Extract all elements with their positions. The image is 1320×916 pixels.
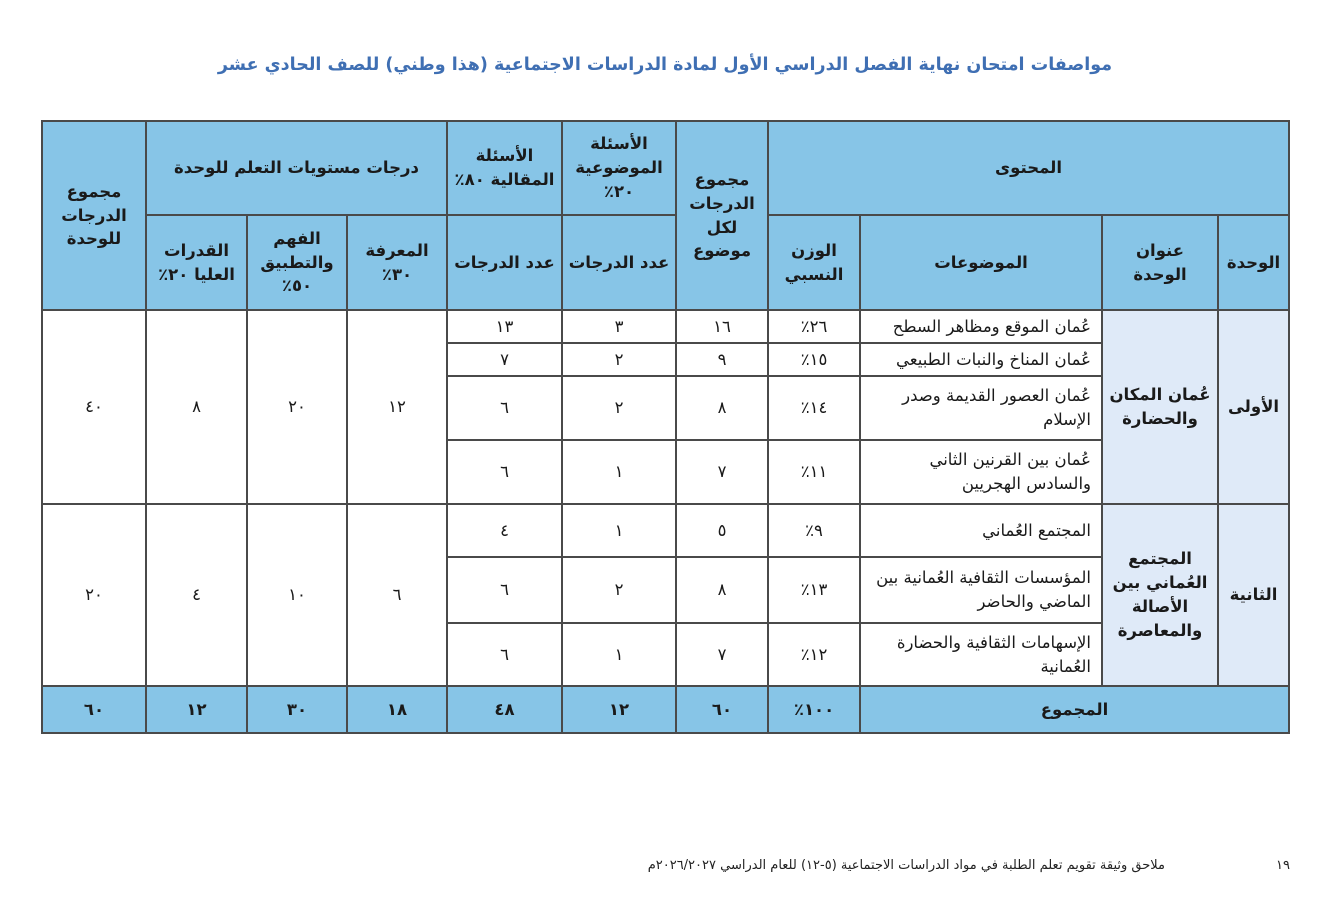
unit-name: الثانية — [1218, 504, 1289, 686]
topic-essay: ٦ — [447, 623, 562, 686]
unit-title: عُمان المكان والحضارة — [1102, 310, 1218, 504]
header-objective: الأسئلة الموضوعية ٢٠٪ — [562, 121, 676, 215]
topic-weight: ٢٦٪ — [768, 310, 860, 343]
header-understanding: الفهم والتطبيق ٥٠٪ — [247, 215, 347, 310]
topic-essay: ١٣ — [447, 310, 562, 343]
topic-name: المجتمع العُماني — [860, 504, 1102, 557]
topic-name: عُمان المناخ والنبات الطبيعي — [860, 343, 1102, 376]
topic-weight: ١٥٪ — [768, 343, 860, 376]
topic-essay: ٦ — [447, 557, 562, 623]
header-topic-total: مجموع الدرجات لكل موضوع — [676, 121, 768, 310]
topic-essay: ٦ — [447, 440, 562, 504]
totals-essay: ٤٨ — [447, 686, 562, 733]
topic-total: ٩ — [676, 343, 768, 376]
topic-total: ٨ — [676, 376, 768, 440]
unit-higher: ٨ — [146, 310, 247, 504]
topic-weight: ١٤٪ — [768, 376, 860, 440]
footer-text: ملاحق وثيقة تقويم تعلم الطلبة في مواد الدراسات الاجتماعية (٥-١٢) للعام الدراسي ٢٠٢٦/٢٠٢٧م — [647, 858, 1165, 873]
unit-understanding: ٢٠ — [247, 310, 347, 504]
header-unit-title: عنوان الوحدة — [1102, 215, 1218, 310]
unit-higher: ٤ — [146, 504, 247, 686]
topic-weight: ٩٪ — [768, 504, 860, 557]
totals-label: المجموع — [860, 686, 1289, 733]
topic-objective: ٢ — [562, 376, 676, 440]
topic-total: ٧ — [676, 440, 768, 504]
topic-name: عُمان الموقع ومظاهر السطح — [860, 310, 1102, 343]
topic-name: عُمان بين القرنين الثاني والسادس الهجريين — [860, 440, 1102, 504]
topic-weight: ١١٪ — [768, 440, 860, 504]
topic-objective: ١ — [562, 440, 676, 504]
header-relative-weight: الوزن النسبي — [768, 215, 860, 310]
topic-objective: ٢ — [562, 343, 676, 376]
unit-knowledge: ١٢ — [347, 310, 447, 504]
unit-title: المجتمع العُماني بين الأصالة والمعاصرة — [1102, 504, 1218, 686]
page-footer — [580, 858, 1300, 880]
unit-name: الأولى — [1218, 310, 1289, 504]
totals-topic-total: ٦٠ — [676, 686, 768, 733]
totals-higher: ١٢ — [146, 686, 247, 733]
topic-objective: ٣ — [562, 310, 676, 343]
topic-total: ٨ — [676, 557, 768, 623]
unit-knowledge: ٦ — [347, 504, 447, 686]
topic-objective: ١ — [562, 623, 676, 686]
header-content: المحتوى — [768, 121, 1289, 215]
topic-weight: ١٣٪ — [768, 557, 860, 623]
exam-spec-table — [41, 120, 1290, 734]
topic-total: ٧ — [676, 623, 768, 686]
unit-total: ٤٠ — [42, 310, 146, 504]
topic-weight: ١٢٪ — [768, 623, 860, 686]
table-row — [42, 310, 1289, 343]
topic-name: عُمان العصور القديمة وصدر الإسلام — [860, 376, 1102, 440]
header-topics: الموضوعات — [860, 215, 1102, 310]
unit-understanding: ١٠ — [247, 504, 347, 686]
header-essay: الأسئلة المقالية ٨٠٪ — [447, 121, 562, 215]
topic-name: الإسهامات الثقافية والحضارة العُمانية — [860, 623, 1102, 686]
totals-row — [42, 686, 1289, 733]
header-unit-total: مجموع الدرجات للوحدة — [42, 121, 146, 310]
topic-essay: ٦ — [447, 376, 562, 440]
totals-knowledge: ١٨ — [347, 686, 447, 733]
topic-objective: ١ — [562, 504, 676, 557]
topic-total: ٥ — [676, 504, 768, 557]
unit-total: ٢٠ — [42, 504, 146, 686]
totals-objective: ١٢ — [562, 686, 676, 733]
totals-weight: ١٠٠٪ — [768, 686, 860, 733]
header-essay-count: عدد الدرجات — [447, 215, 562, 310]
totals-understanding: ٣٠ — [247, 686, 347, 733]
page-title: مواصفات امتحان نهاية الفصل الدراسي الأول لمادة الدراسات الاجتماعية (هذا وطني) للصف الحادي عشر — [217, 55, 1113, 75]
header-levels: درجات مستويات التعلم للوحدة — [146, 121, 447, 215]
page-number: ١٩ — [1276, 858, 1290, 873]
header-unit: الوحدة — [1218, 215, 1289, 310]
topic-name: المؤسسات الثقافية العُمانية بين الماضي والحاضر — [860, 557, 1102, 623]
topic-essay: ٤ — [447, 504, 562, 557]
header-higher: القدرات العليا ٢٠٪ — [146, 215, 247, 310]
header-knowledge: المعرفة ٣٠٪ — [347, 215, 447, 310]
totals-unit-total: ٦٠ — [42, 686, 146, 733]
table-row — [42, 504, 1289, 557]
header-objective-count: عدد الدرجات — [562, 215, 676, 310]
topic-total: ١٦ — [676, 310, 768, 343]
topic-essay: ٧ — [447, 343, 562, 376]
topic-objective: ٢ — [562, 557, 676, 623]
